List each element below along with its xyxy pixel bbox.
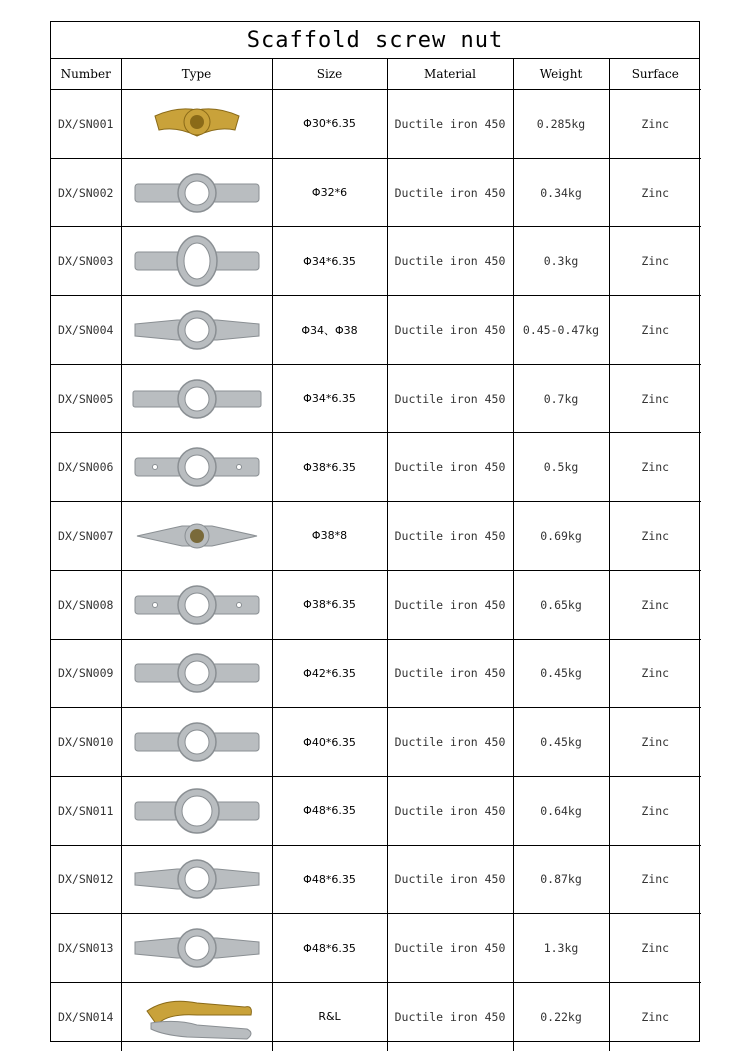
product-image <box>121 982 272 1050</box>
product-material: Ductile iron 450 <box>387 639 513 708</box>
table-row <box>51 364 701 433</box>
product-surface: Zinc <box>609 90 701 159</box>
product-material: Ductile iron 450 <box>387 502 513 571</box>
product-weight: 0.5kg <box>513 433 609 502</box>
product-size: Φ38*6.35 <box>272 570 387 639</box>
channel-wing-nut-icon <box>122 371 272 427</box>
product-material: Ductile iron 450 <box>387 296 513 365</box>
hook-clip-icon <box>122 989 272 1045</box>
product-weight: 0.45-0.47kg <box>513 296 609 365</box>
table-row <box>51 502 701 571</box>
header-row <box>51 59 701 90</box>
header-number: Number <box>51 59 121 90</box>
product-material: Ductile iron 450 <box>387 914 513 983</box>
table-row <box>51 90 701 159</box>
product-material: Ductile iron 450 <box>387 158 513 227</box>
product-number: DX/SN002 <box>51 158 121 227</box>
product-weight: 0.45kg <box>513 708 609 777</box>
product-surface: Zinc <box>609 845 701 914</box>
sheet-title: Scaffold screw nut <box>51 22 699 59</box>
product-number: DX/SN011 <box>51 776 121 845</box>
product-image <box>121 433 272 502</box>
product-size: Φ34、Φ38 <box>272 296 387 365</box>
product-surface: Zinc <box>609 708 701 777</box>
product-image <box>121 227 272 296</box>
table-row <box>51 639 701 708</box>
table-row <box>51 227 701 296</box>
product-size: Φ38*6.35 <box>272 433 387 502</box>
product-image <box>121 708 272 777</box>
product-surface: Zinc <box>609 364 701 433</box>
flat-wing-nut-icon <box>122 645 272 701</box>
product-weight: 0.69kg <box>513 502 609 571</box>
table-row <box>51 433 701 502</box>
product-weight: 0.65kg <box>513 570 609 639</box>
product-material: Ductile iron 450 <box>387 708 513 777</box>
product-image <box>121 502 272 571</box>
product-image <box>121 639 272 708</box>
pointed-wing-nut-icon <box>122 508 272 564</box>
holed-wing-nut-icon <box>122 439 272 495</box>
product-size: Φ34*6.35 <box>272 364 387 433</box>
product-material: Ductile iron 450 <box>387 364 513 433</box>
product-surface: Zinc <box>609 227 701 296</box>
product-number: DX/SN008 <box>51 570 121 639</box>
product-material: Ductile iron 450 <box>387 845 513 914</box>
brass-wing-nut-icon <box>122 96 272 152</box>
product-surface: Zinc <box>609 433 701 502</box>
product-image <box>121 776 272 845</box>
large-wing-nut-icon <box>122 783 272 839</box>
product-surface: Zinc <box>609 639 701 708</box>
product-material: Ductile iron 450 <box>387 90 513 159</box>
product-image <box>121 914 272 983</box>
header-type: Type <box>121 59 272 90</box>
tapered-wing-nut-icon <box>122 302 272 358</box>
product-number: DX/SN005 <box>51 364 121 433</box>
product-weight: 0.34kg <box>513 158 609 227</box>
header-material: Material <box>387 59 513 90</box>
product-size: Φ48*6.35 <box>272 845 387 914</box>
tapered-wing-nut-icon <box>122 851 272 907</box>
product-size: Φ40*6.35 <box>272 708 387 777</box>
product-number: DX/SN009 <box>51 639 121 708</box>
flat-wing-nut-icon <box>122 165 272 221</box>
product-number: DX/SN014 <box>51 982 121 1050</box>
table-row <box>51 158 701 227</box>
table-row <box>51 982 701 1050</box>
product-weight: 0.22kg <box>513 982 609 1050</box>
table-row <box>51 914 701 983</box>
product-size: Φ48*6.35 <box>272 914 387 983</box>
product-weight: 0.45kg <box>513 639 609 708</box>
product-number: DX/SN006 <box>51 433 121 502</box>
product-weight: 0.7kg <box>513 364 609 433</box>
header-surface: Surface <box>609 59 701 90</box>
table-row <box>51 845 701 914</box>
product-surface: Zinc <box>609 296 701 365</box>
product-image <box>121 90 272 159</box>
tapered-wing-nut-icon <box>122 920 272 976</box>
product-material: Ductile iron 450 <box>387 776 513 845</box>
product-image <box>121 845 272 914</box>
product-weight: 0.3kg <box>513 227 609 296</box>
product-surface: Zinc <box>609 914 701 983</box>
holed-wing-nut-icon <box>122 577 272 633</box>
product-image <box>121 570 272 639</box>
product-weight: 0.87kg <box>513 845 609 914</box>
product-weight: 1.3kg <box>513 914 609 983</box>
product-number: DX/SN013 <box>51 914 121 983</box>
product-material: Ductile iron 450 <box>387 433 513 502</box>
product-number: DX/SN012 <box>51 845 121 914</box>
product-weight: 0.285kg <box>513 90 609 159</box>
flat-wing-nut-icon <box>122 714 272 770</box>
product-size: Φ48*6.35 <box>272 776 387 845</box>
table-row <box>51 776 701 845</box>
table-row <box>51 570 701 639</box>
product-material: Ductile iron 450 <box>387 570 513 639</box>
product-number: DX/SN003 <box>51 227 121 296</box>
product-material: Ductile iron 450 <box>387 227 513 296</box>
header-weight: Weight <box>513 59 609 90</box>
product-surface: Zinc <box>609 982 701 1050</box>
product-sheet <box>50 21 700 1042</box>
product-surface: Zinc <box>609 776 701 845</box>
product-surface: Zinc <box>609 158 701 227</box>
product-size: Φ34*6.35 <box>272 227 387 296</box>
product-table <box>51 59 701 1051</box>
product-weight: 0.64kg <box>513 776 609 845</box>
product-number: DX/SN001 <box>51 90 121 159</box>
header-size: Size <box>272 59 387 90</box>
product-image <box>121 296 272 365</box>
product-surface: Zinc <box>609 502 701 571</box>
table-row <box>51 296 701 365</box>
product-size: R&L <box>272 982 387 1050</box>
product-surface: Zinc <box>609 570 701 639</box>
table-row <box>51 708 701 777</box>
product-image <box>121 158 272 227</box>
product-material: Ductile iron 450 <box>387 982 513 1050</box>
product-size: Φ38*8 <box>272 502 387 571</box>
product-size: Φ42*6.35 <box>272 639 387 708</box>
product-size: Φ32*6 <box>272 158 387 227</box>
product-number: DX/SN004 <box>51 296 121 365</box>
product-image <box>121 364 272 433</box>
oval-wing-nut-icon <box>122 233 272 289</box>
product-number: DX/SN007 <box>51 502 121 571</box>
product-size: Φ30*6.35 <box>272 90 387 159</box>
product-number: DX/SN010 <box>51 708 121 777</box>
